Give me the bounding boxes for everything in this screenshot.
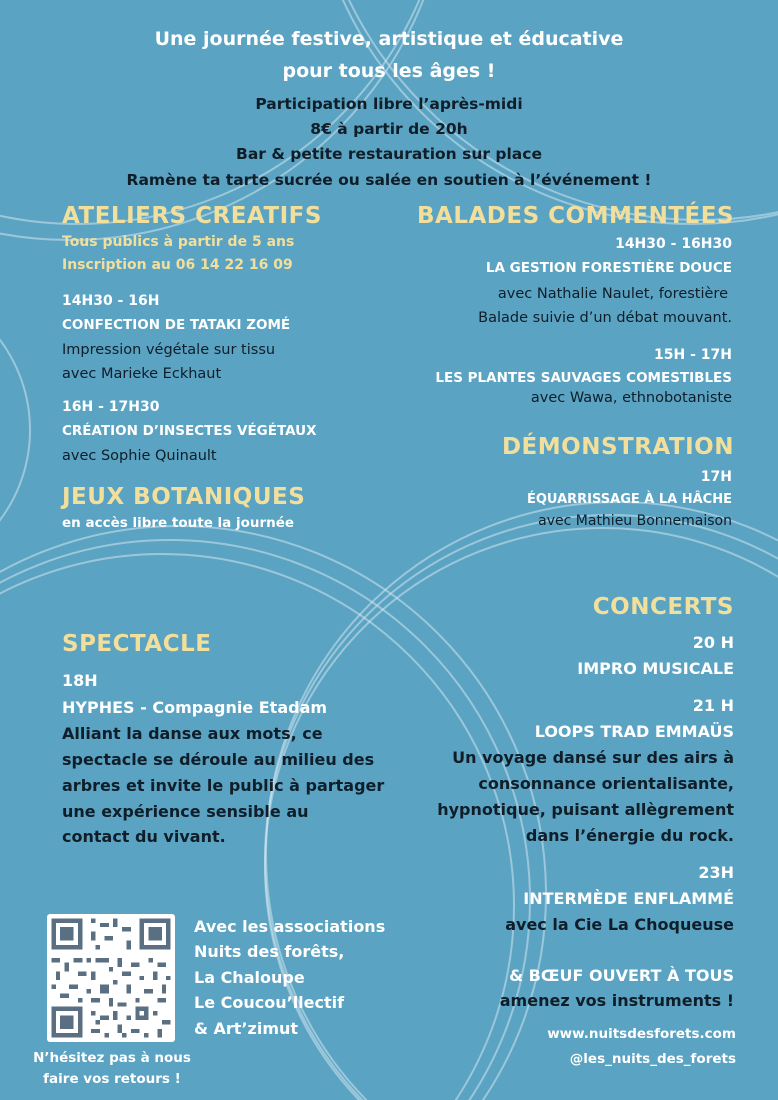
demo-heading: DÉMONSTRATION	[501, 434, 734, 460]
ateliers-public: Tous publics à partir de 5 ans	[62, 234, 295, 250]
spectacle-line-3: arbres et invite le public à partager	[62, 776, 385, 795]
jeux-sub: en accès libre toute la journée	[62, 515, 295, 531]
spectacle-line-5: contact du vivant.	[62, 827, 226, 846]
intro-title-line1: Une journée festive, artistique et éducative	[154, 28, 624, 50]
qr-code-pattern	[47, 914, 175, 1042]
demo-time: 17H	[700, 469, 732, 485]
website-link[interactable]: www.nuitsdesforets.com	[547, 1026, 736, 1042]
balade-2-time: 15H - 17H	[654, 347, 732, 363]
atelier-2-host: avec Sophie Quinault	[62, 448, 217, 464]
boeuf-desc: amenez vos instruments !	[499, 991, 734, 1010]
concert-2-desc-4: dans l’énergie du rock.	[525, 826, 734, 845]
spectacle-time: 18H	[62, 671, 98, 690]
balade-1-title: LA GESTION FORESTIÈRE DOUCE	[485, 260, 732, 276]
atelier-1-host: avec Marieke Eckhaut	[62, 366, 222, 382]
intro-bar: Bar & petite restauration sur place	[236, 145, 542, 163]
intro-participation: Participation libre l’après-midi	[255, 95, 523, 113]
jeux-heading: JEUX BOTANIQUES	[62, 484, 306, 510]
spectacle-heading: SPECTACLE	[62, 631, 212, 657]
associations-intro: Avec les associations	[194, 917, 386, 936]
concert-3-time: 23H	[698, 863, 734, 882]
atelier-1-time: 14H30 - 16H	[62, 293, 160, 309]
atelier-2-time: 16H - 17H30	[62, 399, 160, 415]
association-coucoullectif: Le Coucou’llectif	[194, 993, 345, 1012]
intro-title-line2: pour tous les âges !	[282, 60, 496, 82]
balade-2-title: LES PLANTES SAUVAGES COMESTIBLES	[435, 370, 732, 386]
qr-code-icon[interactable]	[47, 914, 175, 1042]
concert-2-time: 21 H	[692, 696, 734, 715]
feedback-line2: faire vos retours !	[43, 1071, 181, 1087]
spectacle-line-1: Alliant la danse aux mots, ce	[62, 724, 323, 743]
association-artzimut: & Art’zimut	[194, 1019, 299, 1038]
balade-1-host: avec Nathalie Naulet, forestière	[497, 286, 728, 302]
feedback-line1: N’hésitez pas à nous	[33, 1050, 191, 1066]
ateliers-inscription: Inscription au 06 14 22 16 09	[62, 257, 293, 273]
spectacle-line-2: spectacle se déroule au milieu des	[62, 750, 375, 769]
demo-host: avec Mathieu Bonnemaison	[538, 513, 732, 529]
association-nuits-des-forets: Nuits des forêts,	[194, 942, 345, 961]
boeuf-title: & BŒUF OUVERT À TOUS	[509, 966, 734, 985]
concert-2-title: LOOPS TRAD EMMAÜS	[534, 722, 734, 741]
concert-2-desc-1: Un voyage dansé sur des airs à	[452, 748, 734, 767]
concert-1-time: 20 H	[692, 633, 734, 652]
intro-price: 8€ à partir de 20h	[310, 120, 468, 138]
concert-1-title: IMPRO MUSICALE	[577, 659, 734, 678]
atelier-1-title: CONFECTION DE TATAKI ZOMÉ	[62, 317, 291, 333]
balade-2-host: avec Wawa, ethnobotaniste	[530, 390, 732, 406]
spectacle-title: HYPHES - Compagnie Etadam	[62, 698, 328, 717]
atelier-1-desc: Impression végétale sur tissu	[62, 342, 276, 358]
concert-3-desc: avec la Cie La Choqueuse	[505, 915, 734, 934]
demo-title: ÉQUARRISSAGE À LA HÂCHE	[527, 492, 732, 507]
balade-1-desc: Balade suivie d’un débat mouvant.	[478, 310, 732, 326]
spectacle-line-4: une expérience sensible au	[62, 802, 309, 821]
balades-heading: BALADES COMMENTÉES	[416, 203, 734, 229]
intro-tarte: Ramène ta tarte sucrée ou salée en soutien à l’événement !	[126, 171, 652, 189]
social-handle[interactable]: @les_nuits_des_forets	[569, 1051, 736, 1067]
association-la-chaloupe: La Chaloupe	[194, 968, 305, 987]
atelier-2-title: CRÉATION D’INSECTES VÉGÉTAUX	[62, 423, 317, 439]
concert-2-desc-2: consonnance orientalisante,	[478, 774, 734, 793]
ateliers-heading: ATELIERS CREATIFS	[62, 203, 322, 229]
concert-3-title: INTERMÈDE ENFLAMMÉ	[523, 889, 734, 908]
concert-2-desc-3: hypnotique, puisant allègrement	[437, 800, 734, 819]
concerts-heading: CONCERTS	[592, 594, 734, 620]
balade-1-time: 14H30 - 16H30	[615, 236, 732, 252]
